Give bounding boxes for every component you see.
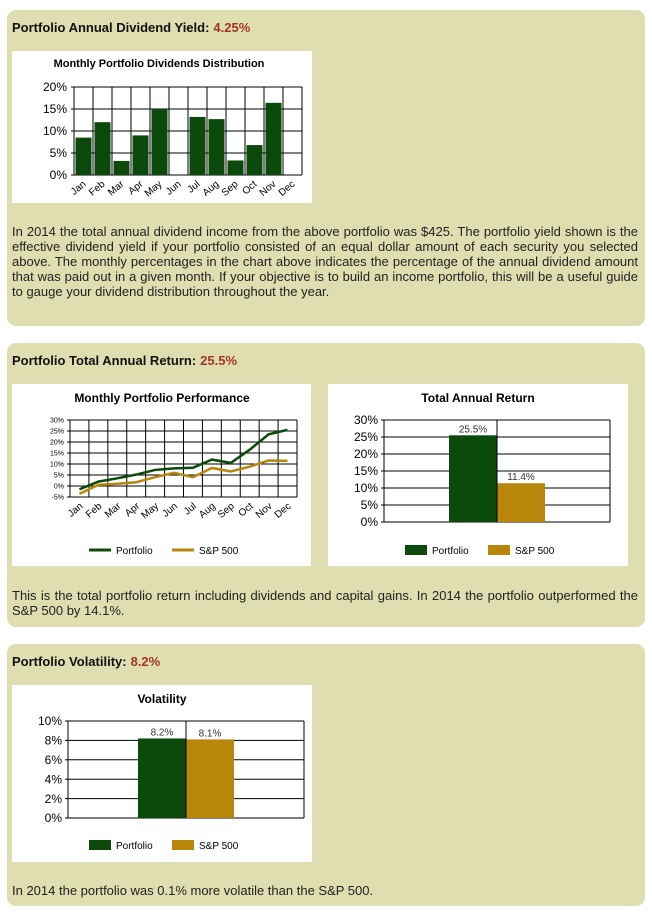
chart-title: Volatility — [137, 692, 187, 706]
x-tick-label: Mar — [106, 178, 127, 199]
dividend-yield-title: Portfolio Annual Dividend Yield: — [12, 20, 210, 35]
x-tick-label: Sep — [219, 178, 241, 199]
x-tick-label: Oct — [236, 500, 256, 520]
y-tick-label: 4% — [44, 772, 62, 787]
volatility-title: Portfolio Volatility: — [12, 654, 127, 669]
legend-swatch-portfolio — [405, 545, 427, 555]
y-tick-label: 5% — [53, 472, 64, 480]
y-tick-label: 15% — [42, 102, 67, 117]
data-label: 25.5% — [458, 424, 488, 436]
data-label: 11.4% — [507, 472, 535, 484]
volatility-value: 8.2% — [130, 654, 161, 669]
portfolio-bar — [138, 738, 186, 818]
total-return-panel — [7, 343, 645, 627]
y-tick-label: 5% — [49, 146, 67, 161]
dividend-bar — [266, 103, 282, 175]
total-return-description: This is the total portfolio return including dividends and capital gains. In 2014 the portfolio outperformed the S&P 500 by 14.1%. — [12, 588, 638, 618]
legend-label-sp500: S&P 500 — [199, 546, 239, 557]
legend-label-portfolio: Portfolio — [116, 841, 153, 852]
y-tick-label: 2% — [44, 791, 62, 806]
x-tick-label: Jan — [69, 178, 89, 198]
x-tick-label: Jul — [182, 500, 199, 518]
x-tick-label: Jul — [185, 178, 203, 196]
chart-title: Monthly Portfolio Performance — [74, 391, 250, 405]
y-tick-label: 10% — [353, 481, 378, 496]
legend-label-portfolio: Portfolio — [432, 546, 469, 557]
y-tick-label: 25% — [353, 430, 378, 445]
y-tick-label: 20% — [49, 439, 64, 447]
data-label: 8.2% — [150, 727, 174, 739]
dividend-bar — [247, 145, 263, 175]
legend-swatch-portfolio — [89, 840, 111, 850]
total-return-heading — [12, 353, 237, 368]
y-tick-label: 0% — [44, 811, 62, 826]
y-tick-label: 0% — [360, 515, 378, 530]
legend-swatch-sp500 — [488, 545, 510, 555]
volatility-heading — [12, 654, 160, 669]
x-tick-label: Oct — [240, 178, 260, 198]
y-tick-label: -5% — [51, 494, 64, 502]
volatility-description: In 2014 the portfolio was 0.1% more volatile than the S&P 500. — [12, 883, 374, 898]
total-return-chart-svg — [328, 384, 628, 566]
chart-title: Total Annual Return — [421, 391, 535, 405]
x-tick-label: May — [142, 178, 165, 200]
legend-label-portfolio: Portfolio — [116, 546, 153, 557]
y-tick-label: 30% — [49, 417, 64, 425]
chart-title: Monthly Portfolio Dividends Distribution — [53, 58, 265, 70]
x-tick-label: Dec — [272, 500, 294, 521]
y-tick-label: 8% — [44, 733, 62, 748]
legend-label-sp500: S&P 500 — [515, 546, 555, 557]
total-return-value: 25.5% — [200, 353, 238, 368]
dividend-bar — [133, 135, 149, 175]
dividend-yield-panel — [7, 10, 645, 326]
y-tick-label: 15% — [49, 450, 64, 458]
x-tick-label: Dec — [276, 178, 298, 199]
dividend-bar — [190, 117, 206, 175]
dividend-bar — [209, 119, 225, 175]
y-tick-label: 5% — [360, 498, 378, 513]
y-tick-label: 30% — [353, 413, 378, 428]
sp500-bar — [186, 739, 234, 818]
y-tick-label: 10% — [42, 124, 67, 139]
volatility-panel — [7, 644, 645, 906]
y-tick-label: 20% — [353, 447, 378, 462]
y-tick-label: 10% — [37, 714, 62, 729]
x-tick-label: Feb — [87, 178, 108, 199]
dividend-bar — [228, 160, 244, 175]
x-tick-label: Jun — [164, 178, 184, 198]
x-tick-label: Aug — [200, 178, 222, 199]
y-tick-label: 25% — [49, 428, 64, 436]
dividend-yield-description: In 2014 the total annual dividend income from the above portfolio was $425. The portfolio yield shown is the effective dividend yield if your portfolio consisted of an equal dollar amount of each security you selected above. The monthly percentages in the chart above indicates the percentage of the annual dividend amount that was paid out in a given month. If your objective is to build an income portfolio, this will be a useful guide to gauge your dividend distribution throughout the year. — [12, 224, 638, 299]
x-tick-label: Sep — [216, 500, 237, 521]
legend-label-sp500: S&P 500 — [199, 841, 239, 852]
dividend-bar — [95, 122, 111, 175]
y-tick-label: 10% — [49, 461, 64, 469]
x-tick-label: Jun — [160, 500, 180, 520]
x-tick-label: Nov — [257, 178, 279, 199]
x-tick-label: Mar — [102, 500, 124, 521]
dividend-yield-heading — [12, 20, 250, 35]
x-tick-label: Feb — [84, 500, 105, 521]
x-tick-label: May — [139, 500, 162, 522]
data-label: 8.1% — [198, 728, 222, 740]
dividend-bar — [114, 161, 130, 175]
volatility-chart — [12, 685, 312, 862]
performance-chart-svg — [12, 384, 311, 566]
x-tick-label: Jan — [65, 500, 86, 520]
y-tick-label: 20% — [42, 80, 67, 95]
y-tick-label: 0% — [53, 483, 64, 491]
portfolio-bar — [449, 435, 497, 522]
volatility-chart-svg — [12, 685, 312, 862]
dividend-bar — [152, 109, 168, 175]
y-tick-label: 15% — [353, 464, 378, 479]
x-tick-label: Aug — [197, 500, 218, 521]
total-return-title: Portfolio Total Annual Return: — [12, 353, 197, 368]
x-tick-label: Apr — [126, 178, 146, 198]
performance-chart — [12, 384, 311, 566]
x-tick-label: Nov — [253, 500, 275, 521]
y-tick-label: 0% — [49, 168, 67, 183]
legend-swatch-sp500 — [172, 840, 194, 850]
dividend-bar — [76, 138, 92, 175]
dividends-chart-svg — [12, 51, 312, 203]
sp500-bar — [497, 483, 545, 522]
dividend-yield-value: 4.25% — [213, 20, 251, 35]
x-tick-label: Apr — [123, 500, 143, 520]
dividends-chart — [12, 51, 312, 203]
y-tick-label: 6% — [44, 753, 62, 767]
total-return-chart — [328, 384, 628, 566]
